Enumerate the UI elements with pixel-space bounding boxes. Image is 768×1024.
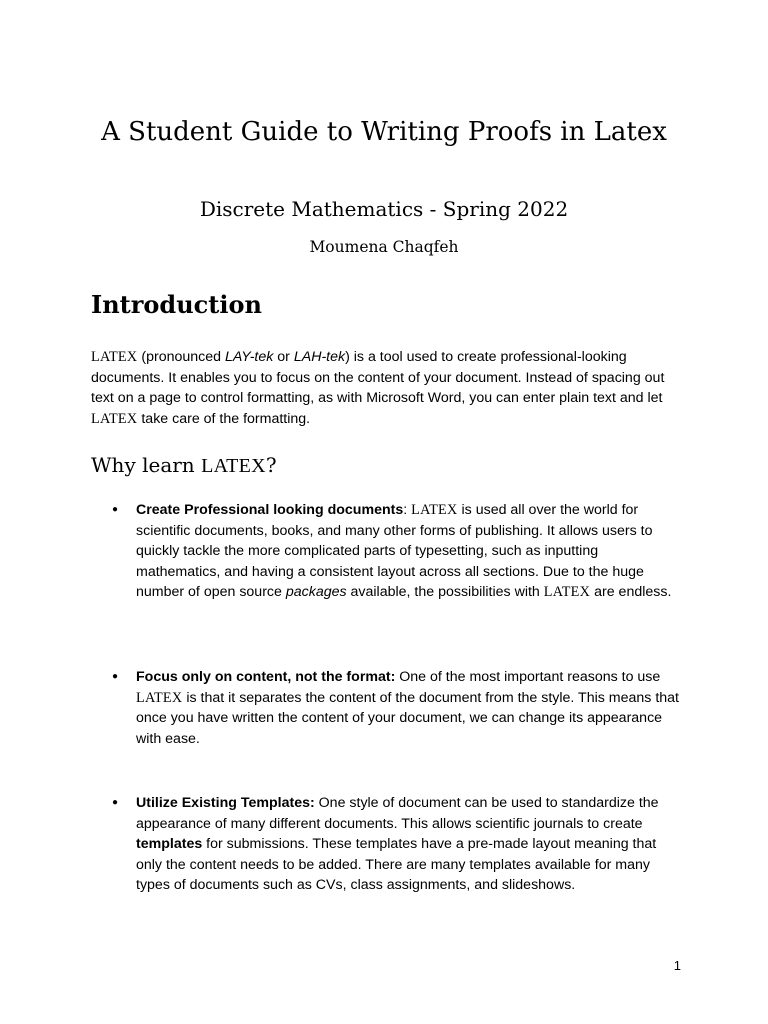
latex-logo: LATEX bbox=[91, 410, 138, 427]
document-title: A Student Guide to Writing Proofs in Latex bbox=[101, 117, 667, 147]
bullet-bold-label: Focus only on content, not the format: bbox=[136, 669, 396, 685]
list-item bbox=[112, 500, 686, 603]
bullet-text: One style of document can be used to standardize the appearance of many different documents. This allows scientific journals to create bbox=[136, 795, 659, 832]
page-number: 1 bbox=[673, 958, 681, 973]
latex-logo: LATEX bbox=[543, 584, 591, 601]
bullet-bold-term: templates bbox=[136, 836, 203, 853]
intro-text-2: or bbox=[273, 349, 294, 365]
bullet-icon: ● bbox=[112, 504, 119, 515]
bullet-bold-label: Utilize Existing Templates: bbox=[136, 795, 315, 811]
document-author: Moumena Chaqfeh bbox=[309, 238, 459, 256]
bullet-icon: ● bbox=[112, 797, 119, 808]
bullet-text: are endless. bbox=[590, 584, 672, 601]
latex-logo: LATEX bbox=[411, 502, 458, 518]
bullet-text: available, the possibilities with bbox=[346, 584, 544, 601]
latex-logo: LATEX bbox=[136, 689, 183, 706]
intro-text-4: take care of the formatting. bbox=[137, 410, 311, 427]
why-heading-suffix: ? bbox=[265, 453, 277, 477]
bullet-bold-label: Create Professional looking documents bbox=[136, 502, 404, 518]
latex-logo: LATEX bbox=[201, 455, 266, 477]
intro-text-1: (pronounced bbox=[137, 349, 225, 365]
bullet-icon: ● bbox=[112, 671, 119, 682]
introduction-paragraph bbox=[91, 347, 691, 429]
introduction-heading: Introduction bbox=[91, 290, 262, 319]
why-heading-prefix: Why learn bbox=[91, 453, 202, 477]
intro-text-3: ) is a tool used to create professional-looking documents. It enables you to focus on the content of your document. Instead of spacing out text on a page to control formatting, as with Microsoft Word, you can enter plain text and let bbox=[91, 349, 665, 407]
bullet-text: for submissions. These templates have a pre-made layout meaning that only the content needs to be added. There are many templates available for many types of documents such as CVs, class assignments, and slideshows. bbox=[136, 836, 657, 894]
document-subtitle: Discrete Mathematics - Spring 2022 bbox=[199, 197, 569, 221]
bullet-text: One of the most important reasons to use bbox=[395, 669, 661, 685]
bullet-text: is used all over the world for scientific documents, books, and many other forms of publishing. It allows users to quickly tackle the more complicated parts of typesetting, such as inputting mathematics, and having a consistent layout across all sections. Due to the huge number of open source bbox=[136, 502, 653, 601]
bullet-text: is that it separates the content of the document from the style. This means that once you have written the content of your document, we can change its appearance with ease. bbox=[136, 689, 679, 747]
pronunciation-1: LAY-tek bbox=[224, 349, 274, 365]
list-item bbox=[112, 667, 686, 749]
bullet-text: : bbox=[403, 502, 412, 518]
pronunciation-2: LAH-tek bbox=[293, 349, 346, 365]
why-learn-heading bbox=[91, 453, 277, 478]
latex-logo: LATEX bbox=[91, 349, 138, 365]
list-item bbox=[112, 793, 686, 896]
bullet-italic: packages bbox=[285, 584, 347, 601]
